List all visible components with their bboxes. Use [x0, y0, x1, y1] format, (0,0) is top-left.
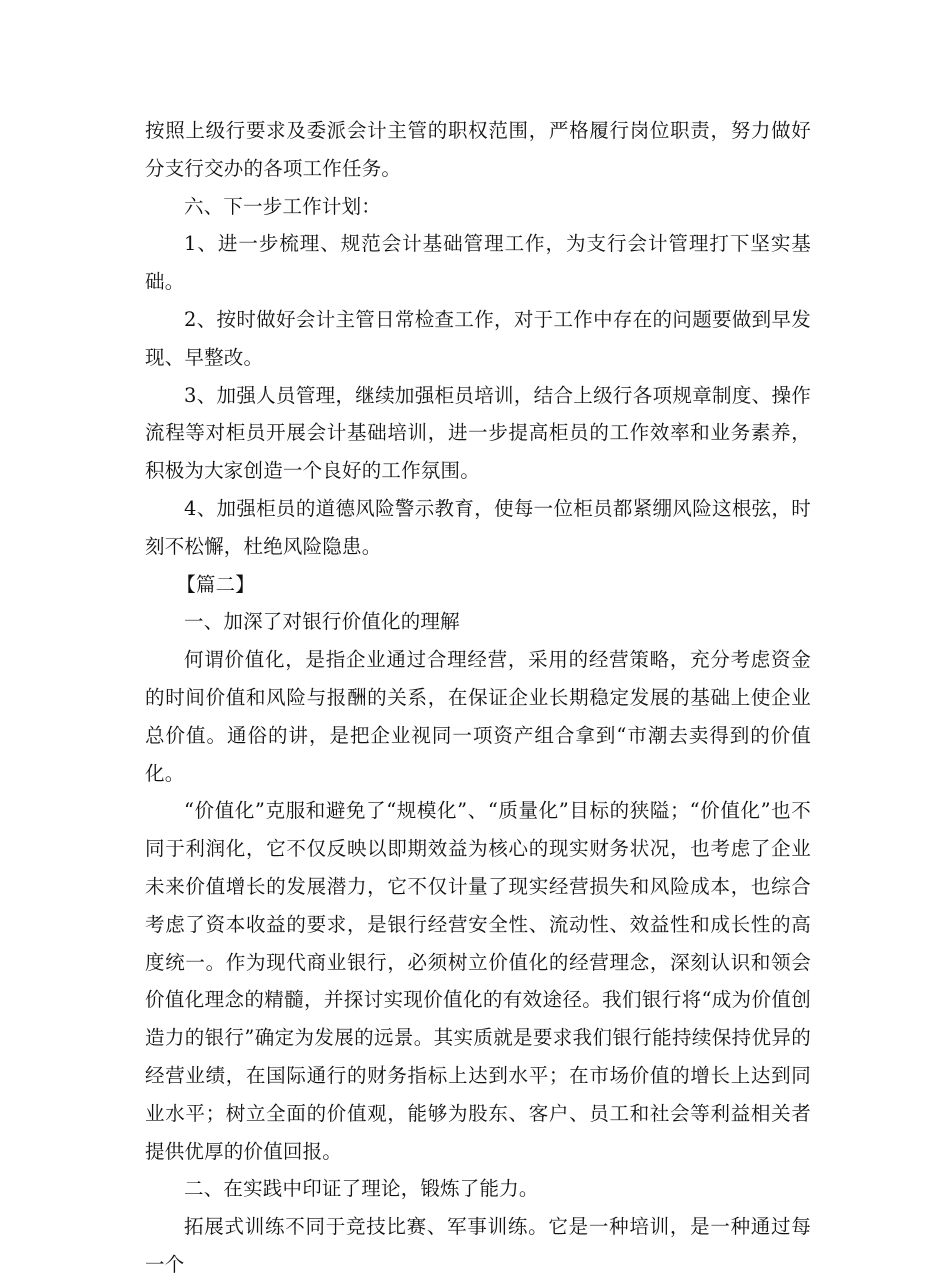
section-heading-value-understanding: 一、加深了对银行价值化的理解: [184, 610, 460, 634]
paragraph-training: 拓展式训练不同于竞技比赛、军事训练。它是一种培训，是一种通过每一个: [145, 1215, 811, 1276]
section-heading-practice: 二、在实践中印证了理论，锻炼了能力。: [184, 1177, 539, 1201]
part-two-heading: 【篇二】: [176, 572, 255, 596]
plan-item-3: 3、加强人员管理，继续加强柜员培训，结合上级行各项规章制度、操作流程等对柜员开展会计基础培训，进一步提高柜员的工作效率和业务素养，积极为大家创造一个良好的工作氛围。: [145, 383, 811, 483]
paragraph-value-definition: 何谓价值化，是指企业通过合理经营，采用的经营策略，充分考虑资金的时间价值和风险与报酬的关系，在保证企业长期稳定发展的基础上使企业总价值。通俗的讲，是把企业视同一项资产组合拿到“市潮去卖得到的价值化。: [145, 648, 811, 785]
paragraph-continuation: 按照上级行要求及委派会计主管的职权范围，严格履行岗位职责，努力做好分支行交办的各项工作任务。: [145, 119, 811, 180]
document-body: [145, 112, 811, 1284]
plan-item-4: 4、加强柜员的道德风险警示教育，使每一位柜员都紧绷风险这根弦，时刻不松懈，杜绝风险隐患。: [145, 496, 811, 558]
paragraph-value-discussion: “价值化”克服和避免了“规模化”、“质量化”目标的狭隘；“价值化”也不同于利润化，它不仅反映以即期效益为核心的现实财务状况，也考虑了企业未来价值增长的发展潜力，它不仅计量了现实经营损失和风险成本，也综合考虑了资本收益的要求，是银行经营安全性、流动性、效益性和成长性的高度统一。作为现代商业银行，必须树立价值化的经营理念，深刻认识和领会价值化理念的精髓，并探讨实现价值化的有效途径。我们银行将“成为价值创造力的银行”确定为发展的远景。其实质就是要求我们银行能持续保持优异的经营业绩，在国际通行的财务指标上达到水平；在市场价值的增长上达到同业水平；树立全面的价值观，能够为股东、客户、员工和社会等利益相关者提供优厚的价值回报。: [145, 799, 811, 1163]
plan-item-1: 1、进一步梳理、规范会计基础管理工作，为支行会计管理打下坚实基础。: [145, 232, 811, 294]
plan-item-2: 2、按时做好会计主管日常检查工作，对于工作中存在的问题要做到早发现、早整改。: [145, 307, 811, 369]
section-heading-next-plan: 六、下一步工作计划：: [184, 194, 382, 218]
